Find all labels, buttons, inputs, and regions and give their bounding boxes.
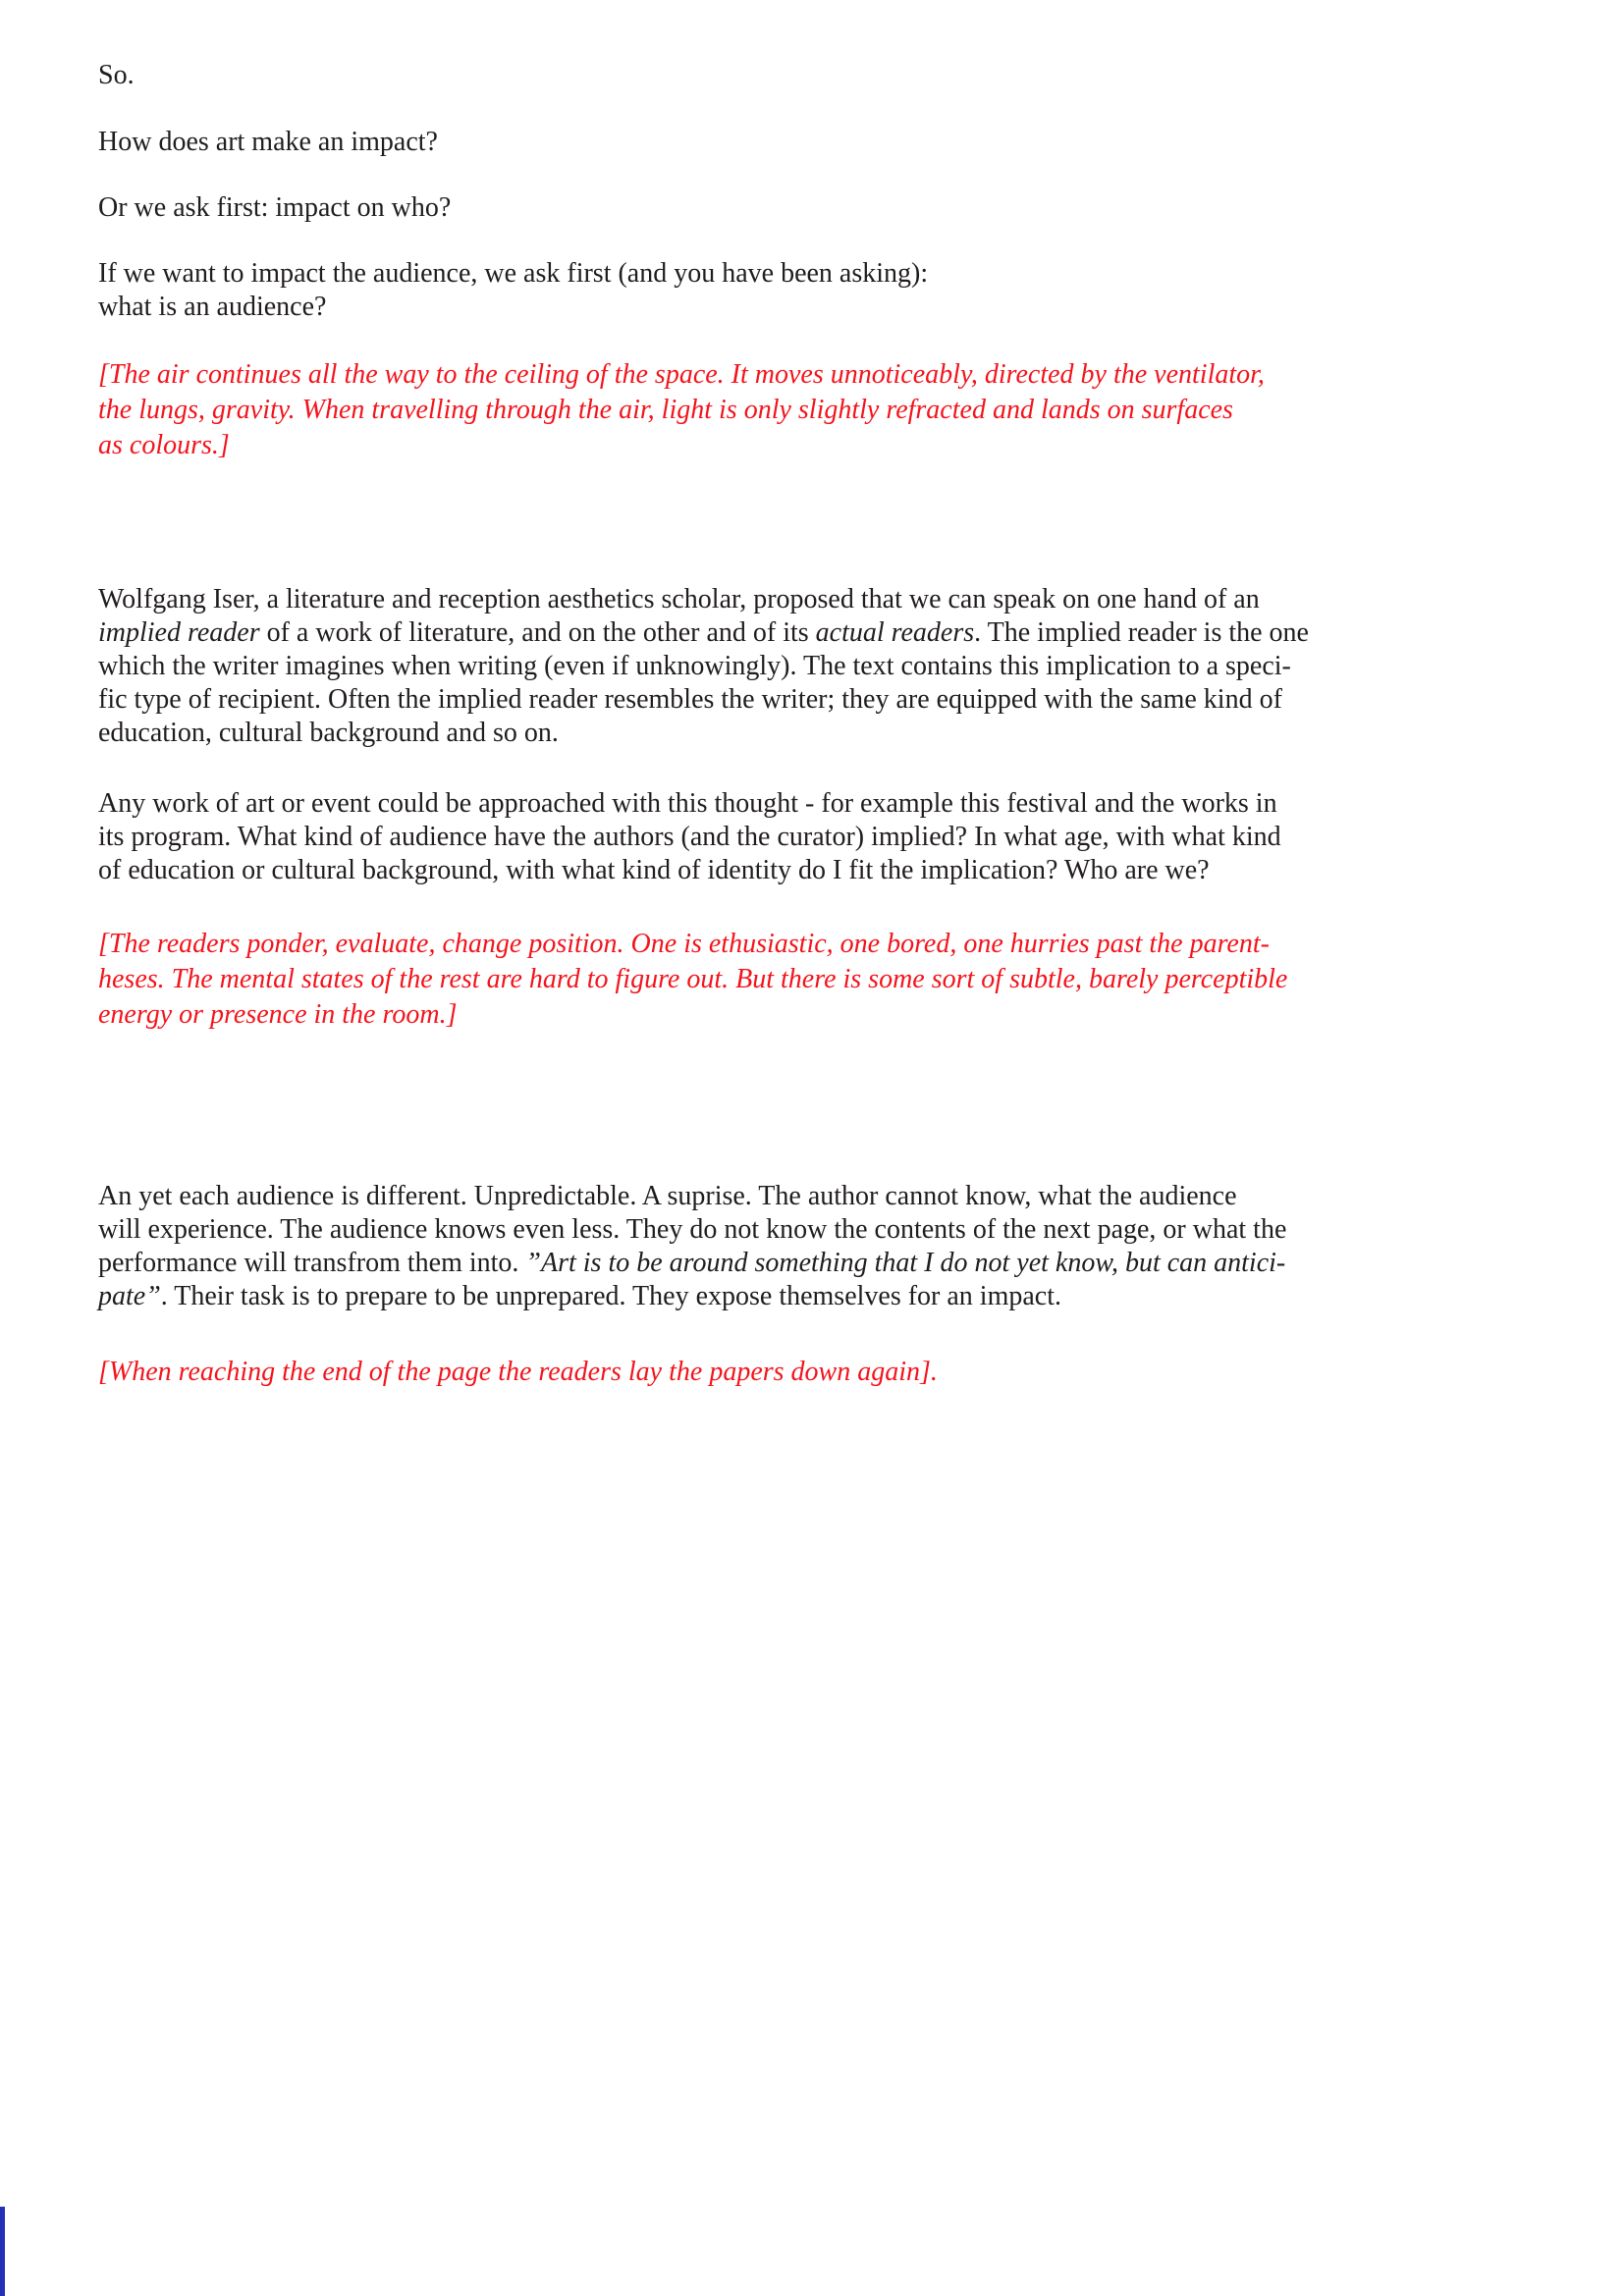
block-wolfgang-iser-segment: implied reader [98, 617, 260, 648]
block-each-audience [98, 1180, 1526, 1313]
block-each-audience-segment: ”Art is to be around something that I do not yet know, but can antici- [525, 1248, 1286, 1278]
block-wolfgang-iser-line [98, 717, 1526, 750]
block-wolfgang-iser-segment: Wolfgang Iser, a literature and reception aesthetics scholar, proposed that we can speak on one hand of an [98, 584, 1260, 614]
block-so-segment: So. [98, 60, 135, 90]
block-what-is-audience [98, 257, 1526, 324]
block-stage-direction-readers-line [98, 962, 1526, 997]
block-stage-direction-end [98, 1355, 1526, 1390]
block-stage-direction-readers-segment: heses. The mental states of the rest are hard to figure out. But there is some sort of subtle, barely perceptible [98, 964, 1288, 994]
block-impact-question-line [98, 126, 1526, 159]
block-wolfgang-iser-segment: actual readers [815, 617, 975, 648]
block-any-work-line [98, 787, 1526, 821]
block-impact-on-who [98, 191, 1526, 225]
block-what-is-audience-segment: If we want to impact the audience, we ask first (and you have been asking): [98, 258, 929, 289]
block-any-work-line [98, 854, 1526, 887]
block-stage-direction-end-line [98, 1355, 1526, 1390]
block-stage-direction-readers-line [98, 997, 1526, 1033]
block-stage-direction-end-segment: [When reaching the end of the page the readers lay the papers down again]. [98, 1357, 938, 1387]
block-each-audience-line [98, 1213, 1526, 1247]
document-content [98, 59, 1526, 1390]
block-what-is-audience-line [98, 257, 1526, 291]
block-each-audience-line [98, 1180, 1526, 1213]
block-so [98, 59, 1526, 92]
block-what-is-audience-line [98, 291, 1526, 324]
block-stage-direction-air [98, 357, 1526, 463]
block-any-work-segment: of education or cultural background, with what kind of identity do I fit the implication? Who are we? [98, 855, 1210, 885]
block-what-is-audience-segment: what is an audience? [98, 292, 327, 322]
block-wolfgang-iser-line [98, 683, 1526, 717]
block-any-work-line [98, 821, 1526, 854]
block-any-work [98, 787, 1526, 887]
block-each-audience-line [98, 1247, 1526, 1280]
block-so-line [98, 59, 1526, 92]
block-wolfgang-iser-line [98, 583, 1526, 616]
block-wolfgang-iser [98, 583, 1526, 750]
block-stage-direction-air-line [98, 357, 1526, 393]
block-each-audience-segment: performance will transfrom them into. [98, 1248, 526, 1278]
block-wolfgang-iser-segment: education, cultural background and so on. [98, 718, 559, 748]
block-wolfgang-iser-segment: which the writer imagines when writing (even if unknowingly). The text contains this implication to a speci- [98, 651, 1291, 681]
block-stage-direction-air-line [98, 428, 1526, 463]
block-each-audience-segment: pate” [98, 1281, 161, 1311]
block-each-audience-line [98, 1280, 1526, 1313]
block-stage-direction-air-segment: as colours.] [98, 430, 230, 460]
page-edge-marker [0, 2207, 5, 2296]
block-impact-on-who-line [98, 191, 1526, 225]
block-stage-direction-readers-line [98, 927, 1526, 962]
block-each-audience-segment: will experience. The audience knows even less. They do not know the contents of the next page, or what the [98, 1214, 1287, 1245]
block-wolfgang-iser-segment: of a work of literature, and on the other and of its [259, 617, 816, 648]
block-stage-direction-air-segment: [The air continues all the way to the ceiling of the space. It moves unnoticeably, directed by the ventilator, [98, 359, 1265, 390]
block-wolfgang-iser-line [98, 616, 1526, 650]
block-stage-direction-air-line [98, 393, 1526, 428]
block-wolfgang-iser-line [98, 650, 1526, 683]
block-wolfgang-iser-segment: fic type of recipient. Often the implied reader resembles the writer; they are equipped with the same kind of [98, 684, 1282, 715]
block-each-audience-segment: An yet each audience is different. Unpredictable. A suprise. The author cannot know, what the audience [98, 1181, 1237, 1211]
block-impact-question-segment: How does art make an impact? [98, 127, 438, 157]
block-stage-direction-air-segment: the lungs, gravity. When travelling through the air, light is only slightly refracted and lands on surfaces [98, 395, 1233, 425]
block-any-work-segment: Any work of art or event could be approached with this thought - for example this festival and the works in [98, 788, 1277, 819]
block-wolfgang-iser-segment: . The implied reader is the one [974, 617, 1309, 648]
block-impact-on-who-segment: Or we ask first: impact on who? [98, 192, 452, 223]
block-stage-direction-readers [98, 927, 1526, 1033]
block-stage-direction-readers-segment: [The readers ponder, evaluate, change position. One is ethusiastic, one bored, one hurries past the parent- [98, 929, 1270, 959]
block-each-audience-segment: . Their task is to prepare to be unprepared. They expose themselves for an impact. [160, 1281, 1061, 1311]
block-any-work-segment: its program. What kind of audience have the authors (and the curator) implied? In what age, with what kind [98, 822, 1281, 852]
block-impact-question [98, 126, 1526, 159]
block-stage-direction-readers-segment: energy or presence in the room.] [98, 999, 458, 1030]
